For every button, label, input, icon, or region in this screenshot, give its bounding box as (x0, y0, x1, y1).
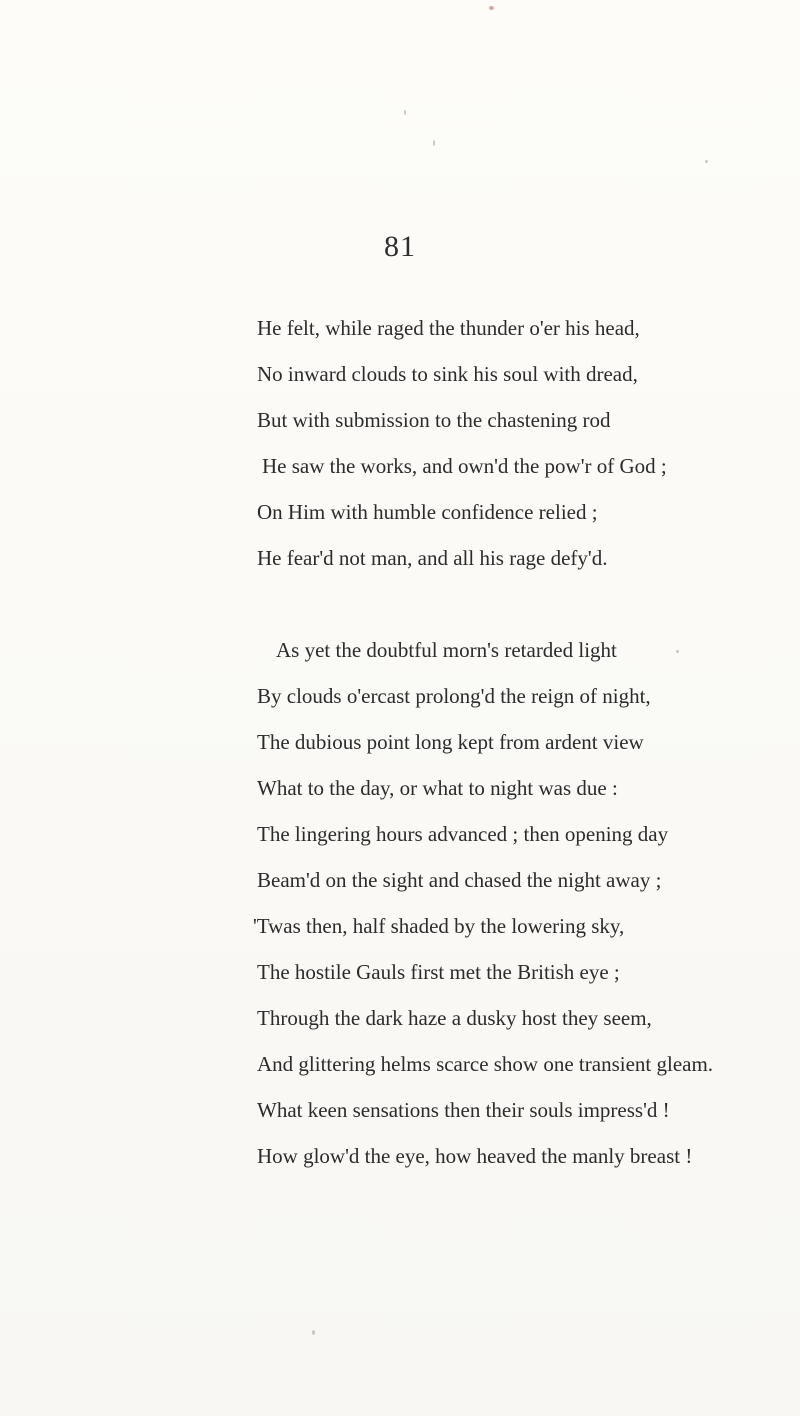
verse-line: He saw the works, and own'd the pow'r of God ; (262, 454, 667, 478)
verse-line: He felt, while raged the thunder o'er his head, (257, 316, 640, 340)
paper-speck (433, 140, 435, 146)
verse-line: But with submission to the chastening rod (257, 408, 611, 432)
verse-line: By clouds o'ercast prolong'd the reign of night, (257, 684, 651, 708)
verse-line: On Him with humble confidence relied ; (257, 500, 598, 524)
verse-line: The lingering hours advanced ; then opening day (257, 822, 669, 846)
verse-line: How glow'd the eye, how heaved the manly breast ! (257, 1144, 693, 1168)
verse-line: What to the day, or what to night was due : (257, 776, 618, 800)
verse-line: 'Twas then, half shaded by the lowering sky, (253, 914, 625, 938)
verse-line: He fear'd not man, and all his rage defy'd. (257, 546, 608, 570)
verse-line: As yet the doubtful morn's retarded light (276, 638, 617, 662)
verse-line: No inward clouds to sink his soul with dread, (257, 362, 638, 386)
paper-speck (312, 1330, 315, 1335)
paper-speck (705, 160, 708, 163)
verse-line: Through the dark haze a dusky host they seem, (257, 1006, 652, 1030)
paper-speck (489, 6, 494, 10)
paper-speck (404, 110, 406, 115)
verse-line: And glittering helms scarce show one transient gleam. (257, 1052, 714, 1076)
verse-line: Beam'd on the sight and chased the night away ; (257, 868, 662, 892)
verse-line: The dubious point long kept from ardent view (257, 730, 644, 754)
page-number: 81 (384, 230, 416, 263)
paper-speck (676, 650, 679, 653)
verse-line: What keen sensations then their souls impress'd ! (257, 1098, 670, 1122)
verse-line: The hostile Gauls first met the British eye ; (257, 960, 620, 984)
